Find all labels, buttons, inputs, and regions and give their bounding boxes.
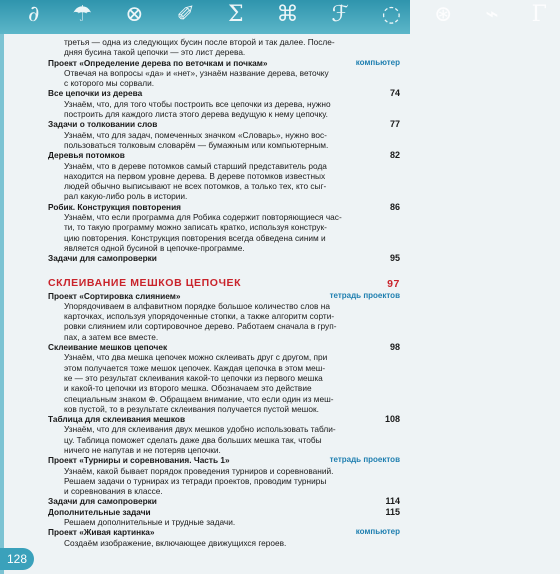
entry-description: Узнаём, что для задач, помеченных значком «Словарь», нужно вос-	[64, 129, 327, 140]
entry-description: ке — это результат склеивания какой-то цепочки из первого мешка	[64, 372, 323, 383]
entry-description: является одной бусиной в цепочке-программе.	[64, 242, 245, 253]
entry-description: Упорядочиваем в алфавитном порядке большое количество слов на	[64, 300, 330, 311]
entry-description: Узнаём, какой бывает порядок проведения турниров и соревнований.	[64, 465, 334, 476]
entry-label: Все цепочки из дерева	[48, 88, 143, 99]
entry-label: Проект «Сортировка слиянием»	[48, 290, 181, 301]
page-ref: 77	[389, 119, 400, 130]
page-ref: 114	[385, 496, 400, 507]
toc-entry-title[interactable]	[48, 150, 402, 160]
entry-description: рал какую-либо роль в истории.	[64, 191, 188, 202]
entry-description: пользоваться толковым словарём — бумажным или компьютерным.	[64, 139, 329, 150]
entry-description: с которого мы сорвали.	[64, 78, 155, 89]
toc-entry-title[interactable]	[48, 414, 402, 424]
entry-label: Дополнительные задачи	[48, 506, 151, 517]
decorative-symbols: ∂ ☂ ⊗ ✐ Σ ⌘ ℱ ◌ ⊛ ⌁ Γ	[28, 2, 560, 27]
entry-description: и соревнования в классе.	[64, 486, 163, 497]
resource-tag: компьютер	[355, 57, 400, 67]
entry-description: построить для каждого листа этого дерева ведущую к нему цепочку.	[64, 109, 328, 120]
entry-description: Решаем дополнительные и трудные задачи.	[64, 517, 236, 528]
entry-description: ти, то такую программу можно записать кратко, используя конструк-	[64, 222, 327, 233]
left-margin-bar	[0, 34, 4, 574]
entry-description: и какой-то цепочки из второго мешка. Обозначаем это действие	[64, 383, 312, 394]
toc-entry-title[interactable]	[48, 291, 402, 301]
text-line: третья — одна из следующих бусин после второй и так далее. После-	[64, 37, 335, 47]
entry-description: этом получается тоже мешок цепочек. Каждая цепочка в этом меш-	[64, 362, 326, 373]
toc-entry-title[interactable]	[48, 202, 402, 212]
entry-description: карточках, используя упорядоченные стопки, а также алгоритм сорти-	[64, 311, 335, 322]
decorative-header-band	[0, 0, 560, 34]
entry-description: Узнаём, что два мешка цепочек можно склеивать друг с другом, при	[64, 352, 328, 363]
page-number: 128	[6, 552, 28, 566]
entry-description: специальным знаком ⊕. Обращаем внимание, что если один из меш-	[64, 393, 334, 404]
toc-entry-title[interactable]	[48, 507, 402, 517]
text-line: дняя бусина такой цепочки — это лист дерева.	[64, 47, 246, 58]
toc-entry-title[interactable]	[48, 527, 402, 537]
entry-description: цу. Таблица поможет сделать даже два больших мешка так, чтобы	[64, 434, 322, 445]
entry-label: Проект «Живая картинка»	[48, 527, 155, 538]
page-number-badge	[0, 548, 34, 570]
resource-tag: тетрадь проектов	[329, 455, 400, 465]
page-ref: 82	[389, 150, 400, 161]
entry-description: находится на первом уровне дерева. В дереве потомков известных	[64, 170, 326, 181]
toc-entry-title[interactable]	[48, 496, 402, 506]
section-title: СКЛЕИВАНИЕ МЕШКОВ ЦЕПОЧЕК	[48, 276, 242, 289]
entry-description: Узнаём, что, для того чтобы построить все цепочки из дерева, нужно	[64, 98, 331, 109]
entry-description: Решаем задачи о турнирах из тетради проектов, проводим турниры	[64, 475, 327, 486]
entry-label: Задачи для самопроверки	[48, 253, 157, 264]
page-ref: 95	[389, 253, 400, 264]
entry-label: Деревья потомков	[48, 150, 125, 161]
toc-entry-title[interactable]	[48, 342, 402, 352]
section-page-ref: 97	[387, 277, 400, 290]
toc-entry-title[interactable]	[48, 253, 402, 263]
page-ref: 74	[389, 88, 400, 99]
entry-description: ничего не напутав и не потеряв цепочки.	[64, 444, 221, 455]
entry-description: Узнаём, что если программа для Робика содержит повторяющиеся час-	[64, 212, 342, 223]
entry-description: ровки слиянием или сортировочное дерево. Работаем сначала в груп-	[64, 321, 337, 332]
resource-tag: тетрадь проектов	[329, 290, 400, 300]
entry-description: людей обычно выписывают не всех потомков, а только тех, кто сыг-	[64, 181, 327, 192]
page-ref: 108	[384, 414, 400, 425]
page-ref: 115	[385, 506, 400, 517]
entry-label: Склеивание мешков цепочек	[48, 342, 168, 353]
toc-entry-title[interactable]	[48, 455, 402, 465]
entry-label: Проект «Турниры и соревнования. Часть 1»	[48, 455, 230, 466]
entry-label: Робик. Конструкция повторения	[48, 201, 182, 212]
page-ref: 86	[389, 201, 400, 212]
toc-entry-title[interactable]	[48, 88, 402, 98]
page-ref: 98	[389, 342, 400, 353]
entry-description: Узнаём, что в дереве потомков самый старший представитель рода	[64, 160, 327, 171]
toc-entry-title[interactable]	[48, 119, 402, 129]
entry-description: Создаём изображение, включающее движущихся героев.	[64, 537, 287, 548]
entry-description: ков пустой, то в результате склеивания получается пустой мешок.	[64, 403, 319, 414]
entry-description: Отвечая на вопросы «да» и «нет», узнаём название дерева, веточку	[64, 67, 329, 78]
entry-description: пах, а затем все вместе.	[64, 331, 159, 342]
table-of-contents	[48, 37, 402, 548]
resource-tag: компьютер	[355, 527, 400, 537]
section-heading[interactable]	[48, 278, 402, 291]
entry-label: Задачи для самопроверки	[48, 496, 157, 507]
entry-label: Таблица для склеивания мешков	[48, 414, 186, 425]
toc-entry-title[interactable]	[48, 58, 402, 68]
entry-label: Задачи о толковании слов	[48, 119, 158, 130]
entry-description: цию повторения. Конструкция повторения всегда обведена синим и	[64, 232, 326, 243]
entry-description: Узнаём, что для склеивания двух мешков удобно использовать табли-	[64, 424, 336, 435]
entry-label: Проект «Определение дерева по веточкам и почкам»	[48, 57, 268, 68]
